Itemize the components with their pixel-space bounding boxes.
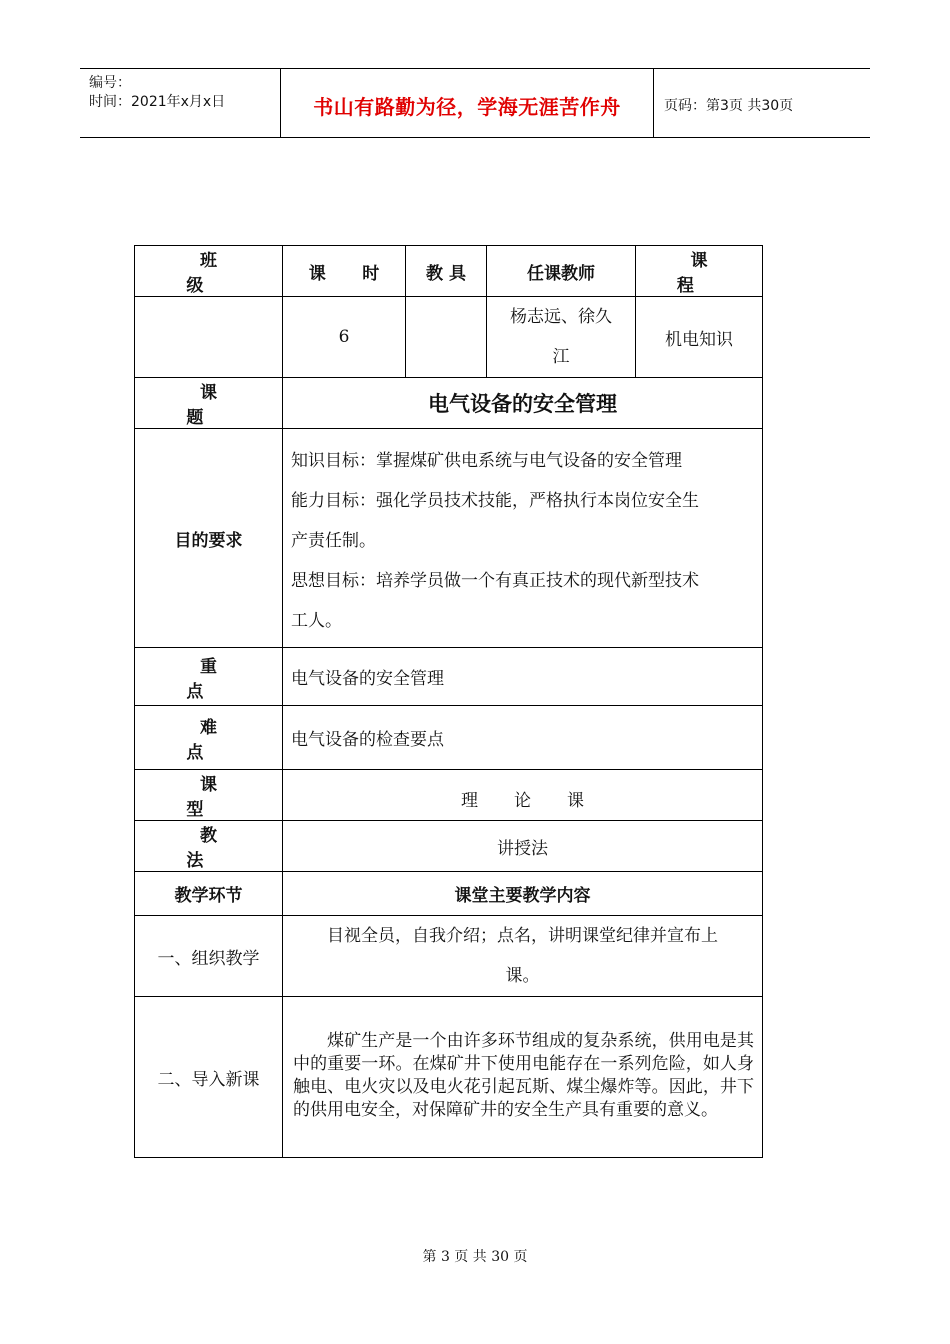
goals-row [135, 429, 763, 648]
lesson-type-row [135, 770, 763, 821]
course-value: 机电知识 [636, 297, 763, 378]
key-point-label: 重 点 [135, 648, 283, 706]
method-row [135, 821, 763, 872]
stage1-line-2: 课。 [505, 966, 540, 986]
lesson-type-value: 理 论 课 [283, 770, 763, 821]
goal-line: 知识目标：掌握煤矿供电系统与电气设备的安全管理 [291, 451, 682, 471]
stage-content [283, 916, 763, 997]
teacher-line-2: 江 [552, 347, 570, 367]
topic-row [135, 378, 763, 429]
class-value [135, 297, 283, 378]
doc-number: 编号： [89, 75, 131, 91]
stage-header-row [135, 872, 763, 916]
stage1-line-1: 目视全员，自我介绍；点名，讲明课堂纪律并宣布上 [327, 926, 718, 946]
difficulty-value: 电气设备的检查要点 [283, 706, 763, 770]
stage-header: 教学环节 [135, 872, 283, 916]
difficulty-label: 难 点 [135, 706, 283, 770]
stage-row [135, 997, 763, 1158]
class-header: 班 级 [135, 246, 283, 297]
page-footer: 第 3 页 共 30 页 [422, 1249, 528, 1265]
topic-label: 课 题 [135, 378, 283, 429]
goal-line: 思想目标：培养学员做一个有真正技术的现代新型技术 [291, 571, 699, 591]
hours-header: 课 时 [283, 246, 406, 297]
lesson-type-label: 课 型 [135, 770, 283, 821]
method-label: 教 法 [135, 821, 283, 872]
tools-value [406, 297, 487, 378]
goal-line: 能力目标：强化学员技术技能，严格执行本岗位安全生 [291, 491, 699, 511]
goal-line: 工人。 [291, 611, 342, 631]
key-point-value: 电气设备的安全管理 [283, 648, 763, 706]
table-header-row [135, 246, 763, 297]
hours-value: 6 [283, 297, 406, 378]
info-row [135, 297, 763, 378]
header-page-number: 页码：第3页 共30页 [664, 98, 794, 114]
teacher-value [487, 297, 636, 378]
method-value: 讲授法 [283, 821, 763, 872]
doc-date: 时间：2021年x月x日 [89, 94, 226, 110]
stage-label: 一、组织教学 [135, 916, 283, 997]
tools-header: 教 具 [406, 246, 487, 297]
goals-label: 目的要求 [135, 429, 283, 648]
teacher-header: 任课教师 [487, 246, 636, 297]
difficulty-row [135, 706, 763, 770]
lesson-plan-table [134, 245, 763, 1158]
topic-title: 电气设备的安全管理 [283, 378, 763, 429]
page-header [80, 68, 870, 138]
goals-content [283, 429, 763, 648]
stage-row [135, 916, 763, 997]
goal-line: 产责任制。 [291, 531, 376, 551]
key-point-row [135, 648, 763, 706]
header-motto-cell [281, 69, 654, 137]
stage2-content: 煤矿生产是一个由许多环节组成的复杂系统，供用电是其中的重要一环。在煤矿井下使用电能存在一系列危险，如人身触电、电火灾以及电火花引起瓦斯、煤尘爆炸等。因此，井下的供用电安全，对保障矿井的安全生产具有重要的意义。 [283, 997, 763, 1158]
motto: 书山有路勤为径，学海无涯苦作舟 [313, 95, 621, 119]
course-header: 课 程 [636, 246, 763, 297]
content-header: 课堂主要教学内容 [283, 872, 763, 916]
header-page-cell [654, 69, 870, 137]
stage-label: 二、导入新课 [135, 997, 283, 1158]
header-meta-cell [80, 69, 281, 137]
teacher-line-1: 杨志远、徐久 [510, 307, 612, 327]
